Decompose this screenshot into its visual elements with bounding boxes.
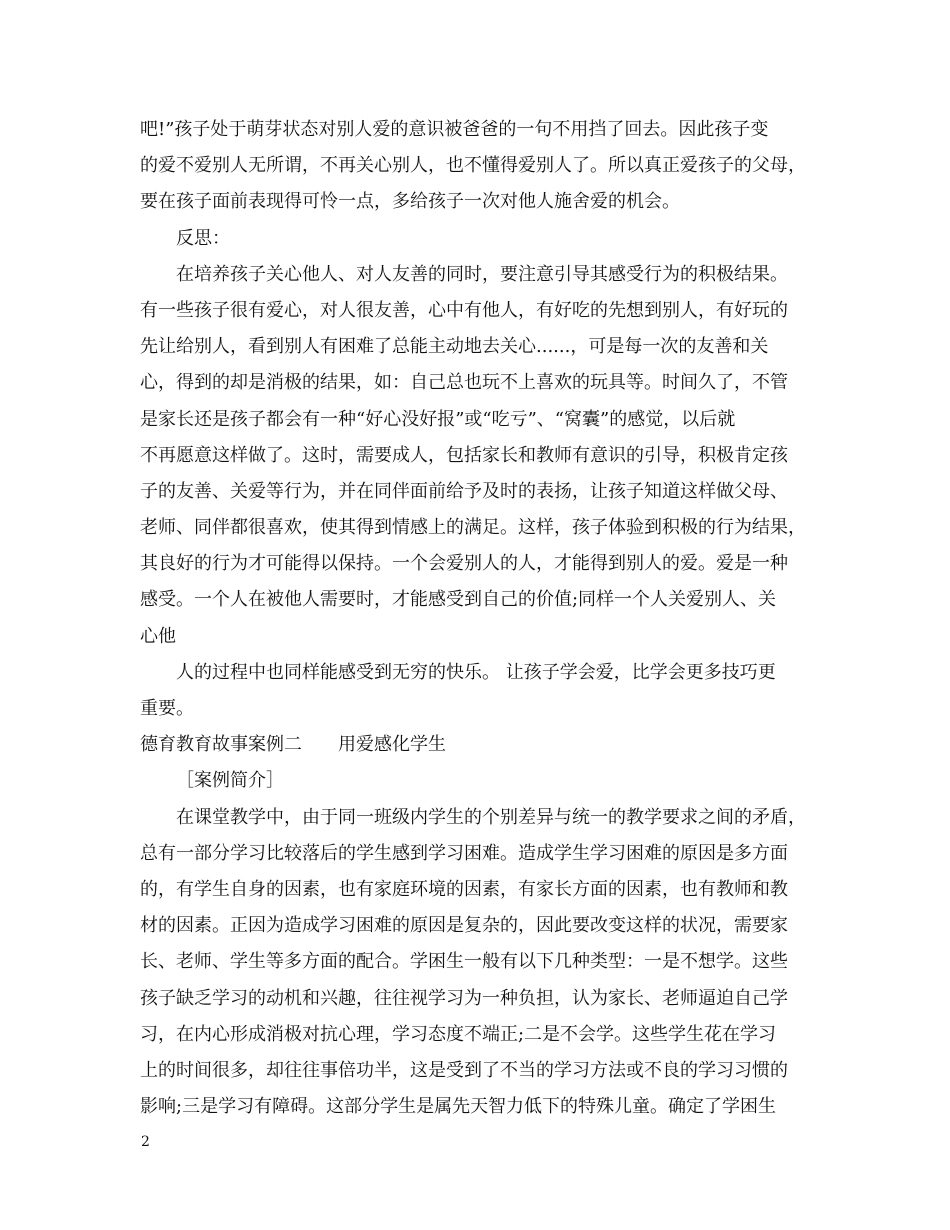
text-line: 总有一部分学习比较落后的学生感到学习困难。造成学生学习困难的原因是多方面 <box>140 842 788 864</box>
text-line: 老师、同伴都很喜欢，使其得到情感上的满足。这样，孩子体验到积极的行为结果， <box>140 517 806 539</box>
text-line: 的爱不爱别人无所谓，不再关心别人，也不懂得爱别人了。所以真正爱孩子的父母， <box>140 155 806 177</box>
text-line: 重要。 <box>140 698 194 719</box>
page-number: 2 <box>141 1134 150 1150</box>
text-line: 是家长还是孩子都会有一种“好心没好报”或“吃亏”、“窝囊”的感觉，以后就 <box>140 408 736 430</box>
text-line: 先让给别人，看到别人有困难了总能主动地去关心......，可是每一次的友善和关 <box>140 336 769 358</box>
text-line: 反思： <box>176 227 230 249</box>
body-text <box>140 112 820 1125</box>
text-line: 长、老师、学生等多方面的配合。学困生一般有以下几种类型：一是不想学。这些 <box>140 951 788 973</box>
text-line: 子的友善、关爱等行为，并在同伴面前给予及时的表扬，让孩子知道这样做父母、 <box>140 480 788 502</box>
text-line: 德育教育故事案例二 用爱感化学生 <box>140 734 446 756</box>
text-line: 有一些孩子很有爱心，对人很友善，心中有他人，有好吃的先想到别人，有好玩的 <box>140 299 788 321</box>
text-line: 感受。一个人在被他人需要时，才能感受到自己的价值;同样一个人关爱别人、关 <box>140 589 777 611</box>
text-line: 其良好的行为才可能得以保持。一个会爱别人的人，才能得到别人的爱。爱是一种 <box>140 553 788 575</box>
text-line: 影响;三是学习有障碍。这部分学生是属先天智力低下的特殊儿童。确定了学困生 <box>140 1096 777 1118</box>
text-line: 要在孩子面前表现得可怜一点，多给孩子一次对他人施舍爱的机会。 <box>140 191 680 213</box>
text-line: 材的因素。正因为造成学习困难的原因是复杂的，因此要改变这样的状况，需要家 <box>140 915 788 937</box>
text-line: 心，得到的却是消极的结果，如：自己总也玩不上喜欢的玩具等。时间久了，不管 <box>140 372 788 394</box>
text-line: 孩子缺乏学习的动机和兴趣，往往视学习为一种负担，认为家长、老师逼迫自己学 <box>140 987 788 1009</box>
text-line: 心他 <box>140 625 176 647</box>
text-line: 在课堂教学中，由于同一班级内学生的个别差异与统一的教学要求之间的矛盾， <box>176 806 806 828</box>
text-line: 在培养孩子关心他人、对人友善的同时，要注意引导其感受行为的积极结果。 <box>176 263 788 285</box>
text-line: 吧!”孩子处于萌芽状态对别人爱的意识被爸爸的一句不用挡了回去。因此孩子变 <box>140 119 769 140</box>
text-line: 上的时间很多，却往往事倍功半，这是受到了不当的学习方法或不良的学习习惯的 <box>140 1059 788 1081</box>
text-line: 不再愿意这样做了。这时，需要成人，包括家长和教师有意识的引导，积极肯定孩 <box>140 444 788 466</box>
text-line: 习，在内心形成消极对抗心理，学习态度不端正;二是不会学。这些学生花在学习 <box>140 1023 777 1045</box>
text-line: 的，有学生自身的因素，也有家庭环境的因素，有家长方面的因素，也有教师和教 <box>140 878 788 900</box>
text-line: ［案例简介］ <box>176 770 284 792</box>
text-line: 人的过程中也同样能感受到无穷的快乐。 让孩子学会爱，比学会更多技巧更 <box>176 661 776 683</box>
